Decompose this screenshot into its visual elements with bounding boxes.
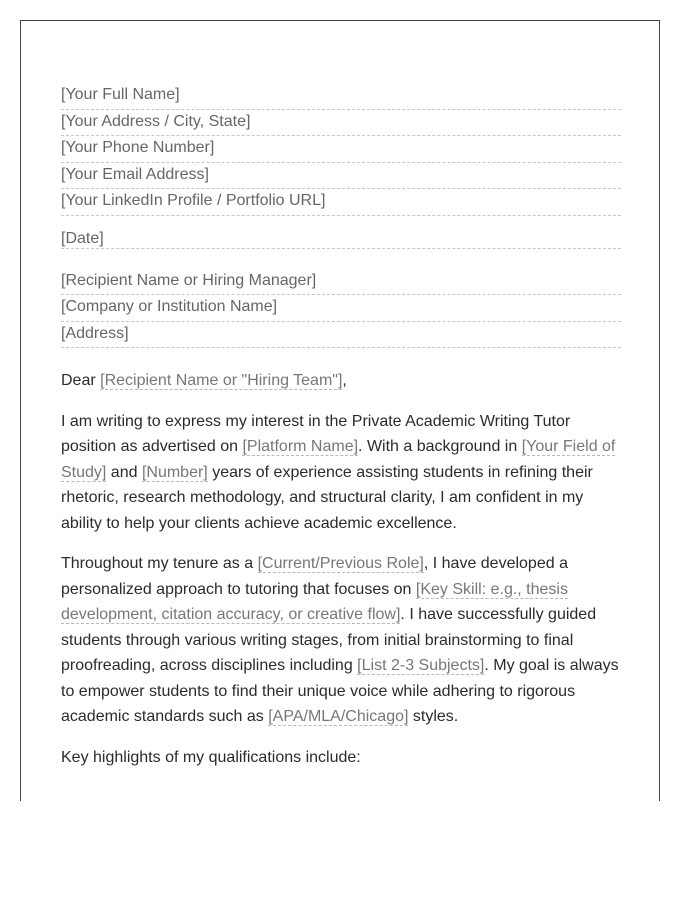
sender-address-field[interactable]: [Your Address / City, State] <box>61 110 621 137</box>
field-of-study-placeholder[interactable]: [Your Field of Study] <box>61 438 616 481</box>
recipient-placeholder[interactable]: [Recipient Name or "Hiring Team"] <box>100 372 343 389</box>
letter-content <box>61 83 621 770</box>
sender-name-field[interactable]: [Your Full Name] <box>61 83 621 110</box>
recipient-address-field[interactable]: [Address] <box>61 322 621 349</box>
paragraph-experience <box>61 551 621 730</box>
para1-text-2: . With a background in <box>358 438 522 455</box>
key-skill-placeholder[interactable]: [Key Skill: e.g., thesis development, citation accuracy, or creative flow] <box>61 580 568 623</box>
sender-phone-field[interactable]: [Your Phone Number] <box>61 136 621 163</box>
salutation-prefix: Dear <box>61 372 101 389</box>
para2-text-3: . I have successfully guided students through various writing stages, from initial brainstorming to final proofreading, across disciplines including <box>61 606 597 674</box>
sender-email-field[interactable]: [Your Email Address] <box>61 163 621 190</box>
letter-page <box>20 20 660 801</box>
sender-linkedin-field[interactable]: [Your LinkedIn Profile / Portfolio URL] <box>61 189 621 216</box>
para2-text-1: Throughout my tenure as a <box>61 555 258 572</box>
para2-text-5: styles. <box>408 708 459 725</box>
role-placeholder[interactable]: [Current/Previous Role] <box>257 555 424 572</box>
paragraph-highlights: Key highlights of my qualifications include: <box>61 748 361 766</box>
salutation <box>61 368 621 394</box>
para1-text-3: and <box>106 463 142 481</box>
para1-text-4: years of experience assisting students in refining their rhetoric, research methodology, and structural clarity, I am confident in my ability to help your clients achieve academic excellence. <box>61 463 593 532</box>
years-number-placeholder[interactable]: [Number] <box>141 463 208 481</box>
subjects-placeholder[interactable]: [List 2-3 Subjects] <box>357 657 485 674</box>
paragraph-intro <box>61 409 621 537</box>
date-field[interactable]: [Date] <box>61 216 621 249</box>
para1-text-1: I am writing to express my interest in the Private Academic Writing Tutor position as advertised on <box>61 412 571 455</box>
recipient-name-field[interactable]: [Recipient Name or Hiring Manager] <box>61 269 621 296</box>
para2-text-4: . My goal is always to empower students to find their unique voice while adhering to rigorous academic standards such as <box>61 657 619 725</box>
recipient-company-field[interactable]: [Company or Institution Name] <box>61 295 621 322</box>
para2-text-2: , I have developed a personalized approach to tutoring that focuses on <box>61 555 568 598</box>
spacer <box>61 249 621 269</box>
citation-style-placeholder[interactable]: [APA/MLA/Chicago] <box>268 708 409 725</box>
platform-name-placeholder[interactable]: [Platform Name] <box>242 438 359 455</box>
salutation-suffix: , <box>342 372 347 389</box>
